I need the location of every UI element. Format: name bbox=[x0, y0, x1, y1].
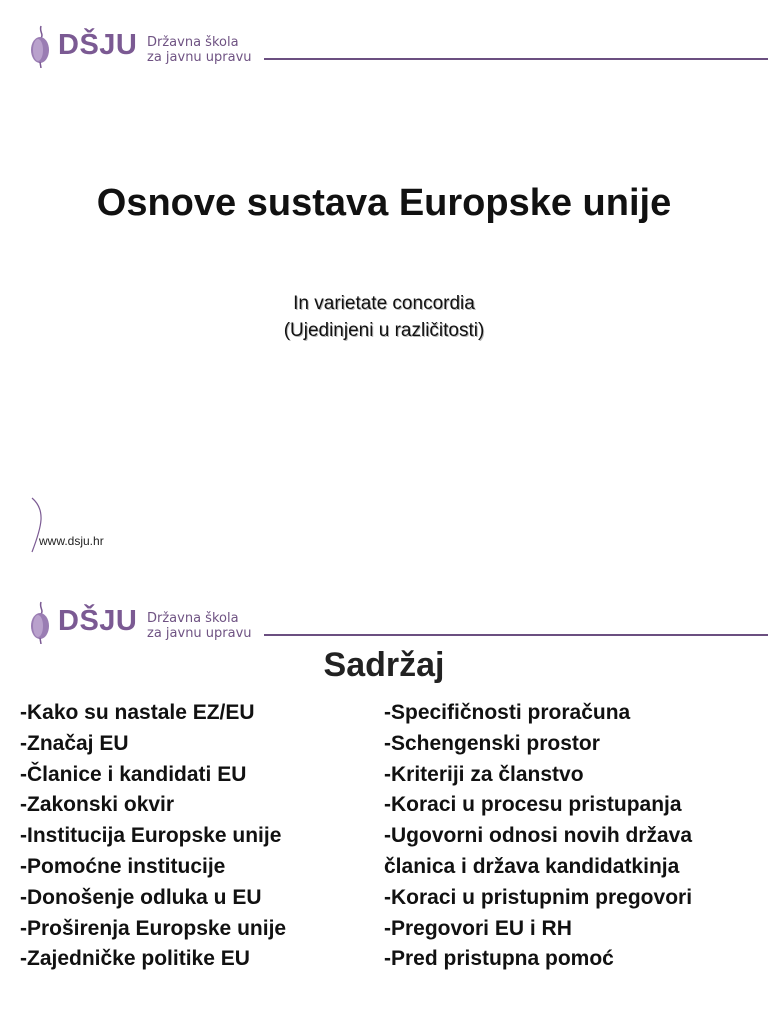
logo-subtitle-line2: za javnu upravu bbox=[147, 626, 252, 641]
logo-subtitle-line1: Državna škola bbox=[147, 35, 239, 50]
header-divider bbox=[264, 634, 768, 636]
list-item: -Pred pristupna pomoć bbox=[384, 947, 614, 971]
list-item: -Proširenja Europske unije bbox=[20, 916, 287, 940]
list-item: -Schengenski prostor bbox=[384, 731, 600, 755]
logo-flower-icon bbox=[26, 24, 56, 68]
header-divider bbox=[264, 58, 768, 60]
contents-slide bbox=[0, 576, 768, 1024]
contents-list-right bbox=[384, 698, 692, 975]
list-item: -Specifičnosti proračuna bbox=[384, 701, 631, 724]
list-item: članica i država kandidatkinja bbox=[384, 854, 680, 878]
logo-text: DŠJU bbox=[58, 29, 138, 61]
logo-subtitle bbox=[147, 35, 252, 65]
motto bbox=[0, 290, 768, 344]
logo-subtitle bbox=[147, 611, 252, 641]
list-item: -Pomoćne institucije bbox=[20, 854, 226, 878]
list-item: -Kako su nastale EZ/EU bbox=[20, 701, 255, 724]
list-item: -Donošenje odluka u EU bbox=[20, 885, 262, 909]
list-item: -Koraci u pristupnim pregovori bbox=[384, 885, 693, 909]
logo-flower-icon bbox=[26, 600, 56, 644]
list-item: -Pregovori EU i RH bbox=[384, 916, 572, 940]
list-item: -Zajedničke politike EU bbox=[20, 947, 250, 971]
contents-title: Sadržaj bbox=[323, 646, 445, 684]
logo-text: DŠJU bbox=[58, 605, 138, 637]
logo-subtitle-line2: za javnu upravu bbox=[147, 50, 252, 65]
contents-list-left bbox=[20, 698, 286, 975]
motto-line1: In varietate concordia bbox=[293, 293, 475, 314]
website-link[interactable]: www.dsju.hr bbox=[39, 534, 104, 548]
list-item: -Zakonski okvir bbox=[20, 793, 175, 817]
list-item: -Institucija Europske unije bbox=[20, 824, 282, 848]
list-item: -Značaj EU bbox=[20, 731, 129, 755]
slide-title: Osnove sustava Europske unije bbox=[96, 182, 672, 224]
list-item: -Članice i kandidati EU bbox=[20, 762, 247, 786]
list-item: -Koraci u procesu pristupanja bbox=[384, 793, 682, 817]
slide-header bbox=[0, 576, 768, 656]
motto-line2: (Ujedinjeni u različitosti) bbox=[283, 320, 485, 341]
slide-header bbox=[0, 0, 768, 80]
logo-subtitle-line1: Državna škola bbox=[147, 611, 239, 626]
list-item: -Ugovorni odnosi novih država bbox=[384, 824, 693, 848]
list-item: -Kriteriji za članstvo bbox=[384, 762, 584, 786]
